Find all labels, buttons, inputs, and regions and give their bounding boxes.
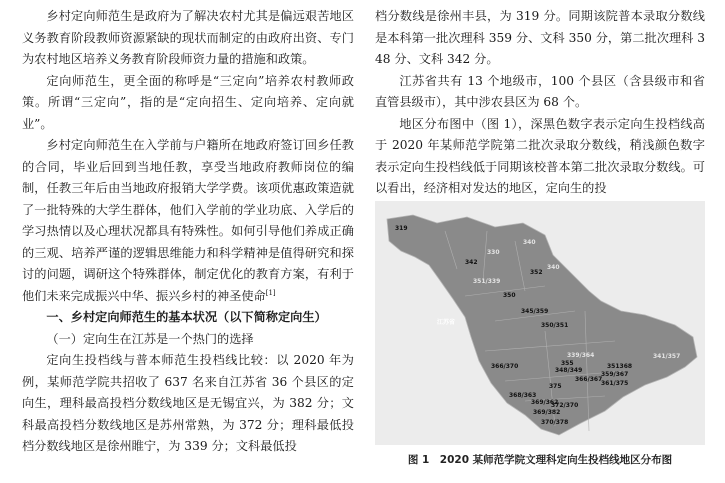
paragraph-definition: 定向师范生，更全面的称呼是“三定向”培养农村教师政策。所谓“三定向”，指的是“定向招生、定向培养、定向就业”。 — [22, 73, 354, 131]
label-330: 330 — [487, 249, 500, 256]
label-342: 342 — [465, 259, 478, 266]
figure-caption: 图 1 2020 某师范学院文理科定向生投档线地区分布图 — [407, 454, 673, 466]
label-372-370: 372/370 — [551, 402, 579, 409]
label-369-382: 369/382 — [533, 409, 561, 416]
label-369-362: 369/362 — [531, 399, 559, 406]
paragraph-continued: 档分数线是徐州丰县，为 319 分。同期该院普本录取分数线是本科第一批次理科 359 分、文科 350 分，第二批次理科 348 分、文科 342 分。 — [375, 9, 705, 66]
label-341-357: 341/357 — [653, 353, 681, 360]
district-map-figure — [375, 201, 705, 445]
subsection-heading: （一）定向生在江苏是一个热门的选择 — [46, 331, 254, 346]
reference-mark: [1] — [265, 288, 276, 297]
paragraph-districts: 江苏省共有 13 个地级市，100 个县区（含县级市和省直管县级市），其中涉农县区为 68 个。 — [375, 73, 705, 109]
label-345-359: 345/359 — [521, 308, 549, 315]
paragraph-intro: 乡村定向师范生是政府为了解决农村尤其是偏远艰苦地区义务教育阶段教师资源紧缺的现状而制定的由政府出资、专门为农村地区培养义务教育阶段师资力量的措施和政策。 — [22, 9, 354, 66]
label-340-east: 340 — [547, 264, 560, 271]
label-351368: 351368 — [607, 363, 633, 370]
paragraph-contract-text: 乡村定向师范生在入学前与户籍所在地政府签订回乡任教的合同，毕业后回到当地任教，享受当地政府教师岗位的编制，任教三年后由当地政府报销大学学费。该项优惠政策造就了一批特殊的大学生群体，他们入学前的学业功底、入学后的学习热情以及心理状况都具有特殊性。如何引导他们养成正确的三观、培养严谨的逻辑思维能力和科学精神是值得研究和探讨的问题，调研这个特殊群体，制定优化的教育方案，有利于他们未来完成振兴中华、振兴乡村的神圣使命 — [22, 138, 354, 303]
label-350-351: 350/351 — [541, 322, 569, 329]
label-350: 350 — [503, 292, 516, 299]
right-column — [375, 6, 705, 200]
jiangsu-map — [375, 201, 705, 445]
label-319: 319 — [395, 225, 408, 232]
label-355: 355 — [561, 360, 574, 367]
label-370-378: 370/378 — [541, 419, 569, 426]
label-340-north: 340 — [523, 239, 536, 246]
section-heading: 一、乡村定向师范生的基本状况（以下简称定向生） — [46, 310, 327, 324]
label-348-349: 348/349 — [555, 367, 583, 374]
left-column — [22, 6, 354, 458]
paragraph-score-comparison: 定向生投档线与普本师范生投档线比较：以 2020 年为例，某师范学院共招收了 637 名来自江苏省 36 个县区的定向生，理科最高投档分数线地区是无锡宜兴，为 382 分；文科最高投档分数线地区是苏州常熟，为 372 分；理科最低投档分数线地区是徐州睢宁，为 339 分；文科最低投 — [22, 353, 354, 453]
label-351-339: 351/339 — [473, 278, 501, 285]
paragraph-map-explanation: 地区分布图中（图 1），深黑色数字表示定向生投档线高于 2020 年某师范学院第二批次录取分数线，稍浅颜色数字表示定向生投档线低于同期该校普本第二批次录取分数线。可以看出，经济相对发达的地区，定向生的投 — [375, 116, 705, 195]
label-339-364: 339/364 — [567, 352, 595, 359]
label-359-367: 359/367 — [601, 371, 629, 378]
label-352: 352 — [530, 269, 543, 276]
label-368-363: 368/363 — [509, 392, 537, 399]
paragraph-contract — [22, 135, 354, 307]
label-366-367: 366/367 — [575, 376, 603, 383]
map-title: 江苏省 — [437, 319, 456, 326]
label-366-370: 366/370 — [491, 363, 519, 370]
label-361-375: 361/375 — [601, 380, 629, 387]
label-375: 375 — [549, 383, 562, 390]
